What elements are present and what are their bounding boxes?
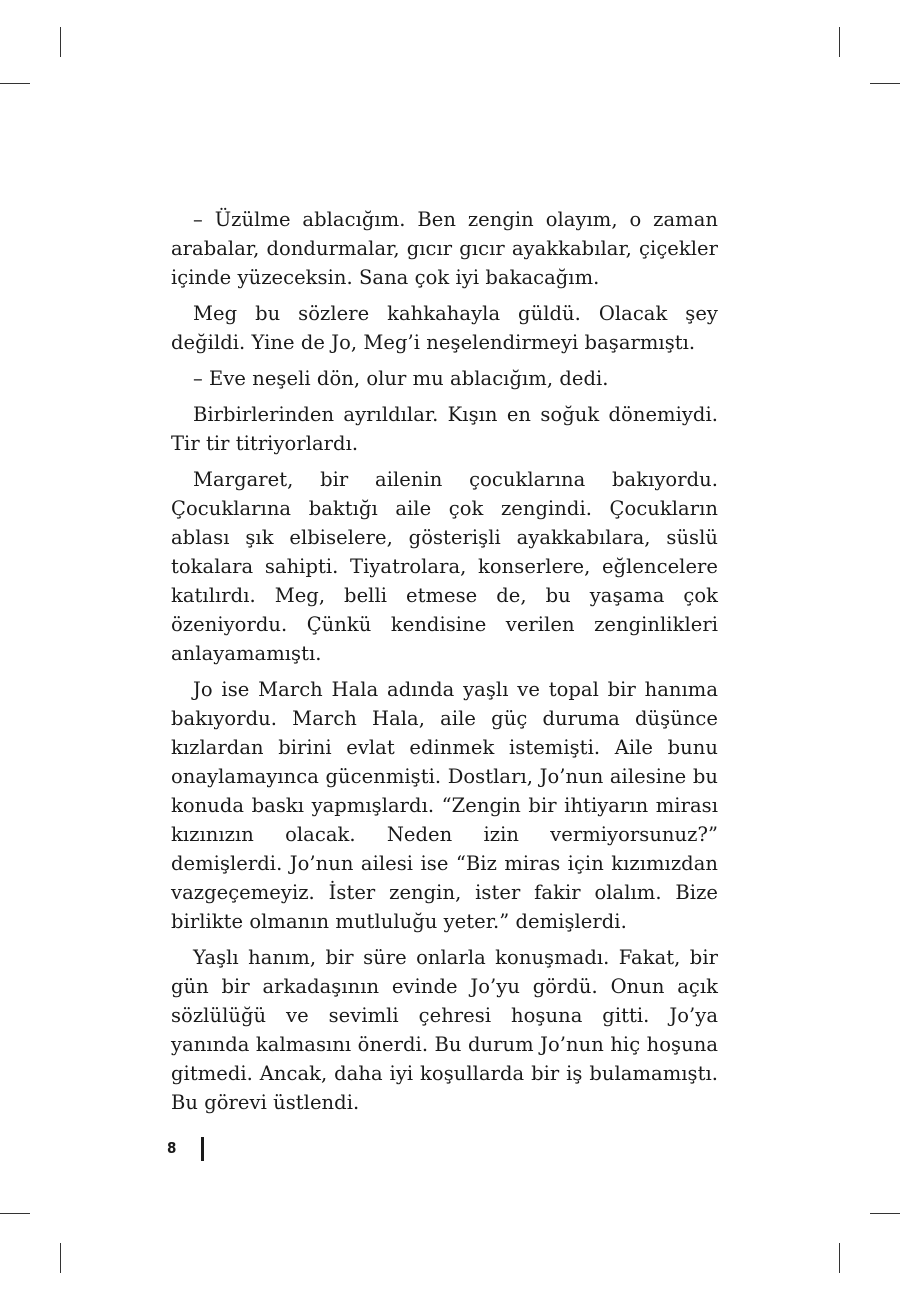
crop-mark-bottom-right [839,1243,840,1273]
crop-mark-top-left-h [0,83,30,84]
paragraph: Yaşlı hanım, bir süre onlarla konuşmadı. Fakat, bir gün bir arkadaşının evinde Jo’yu gördü. Onun açık sözlülüğü ve sevimli çehresi hoşuna gitti. Jo’ya yanında kalmasını önerdi. Bu durum Jo’nun hiç hoşuna gitmedi. Ancak, daha iyi koşullarda bir iş bulamamıştı. Bu görevi üstlendi. [171,946,718,1114]
crop-mark-bottom-left [60,1243,61,1273]
paragraph: Margaret, bir ailenin çocuklarına bakıyordu. Çocuklarına baktığı aile çok zengindi. Çocukların ablası şık elbiselere, gösterişli ayakkabılara, süslü tokalara sahipti. Tiyatrolara, konserlere, eğlencelere katılırdı. Meg, belli etmese de, bu yaşama çok özeniyordu. Çünkü kendisine verilen zenginlikleri anlayamamıştı. [171,468,718,665]
crop-mark-bottom-right-h [870,1213,900,1214]
crop-mark-top-right-h [870,83,900,84]
paragraph: Meg bu sözlere kahkahayla güldü. Olacak şey değildi. Yine de Jo, Meg’i neşelendirmeyi başarmıştı. [171,302,718,354]
crop-mark-bottom-left-h [0,1213,30,1214]
paragraph: Birbirlerinden ayrıldılar. Kışın en soğuk dönemiydi. Tir tir titriyorlardı. [171,403,718,455]
page-number: 8 [167,1139,177,1157]
page-folio [167,1137,207,1163]
folio-rule [201,1137,204,1161]
paragraph: – Üzülme ablacığım. Ben zengin olayım, o zaman arabalar, dondurmalar, gıcır gıcır ayakkabılar, çiçekler içinde yüzeceksin. Sana çok iyi bakacağım. [171,208,718,289]
page-body [171,205,718,1124]
paragraph: Jo ise March Hala adında yaşlı ve topal bir hanıma bakıyordu. March Hala, aile güç duruma düşünce kızlardan birini evlat edinmek istemişti. Aile bunu onaylamayınca gücenmişti. Dostları, Jo’nun ailesine bu konuda baskı yapmışlardı. “Zengin bir ihtiyarın mirası kızınızın olacak. Neden izin vermiyorsunuz?” demişlerdi. Jo’nun ailesi ise “Biz miras için kızımızdan vazgeçemeyiz. İster zengin, ister fakir olalım. Bize birlikte olmanın mutluluğu yeter.” demişlerdi. [171,678,718,933]
paragraph: – Eve neşeli dön, olur mu ablacığım, dedi. [193,367,609,390]
crop-mark-top-left [60,27,61,57]
crop-mark-top-right [839,27,840,57]
